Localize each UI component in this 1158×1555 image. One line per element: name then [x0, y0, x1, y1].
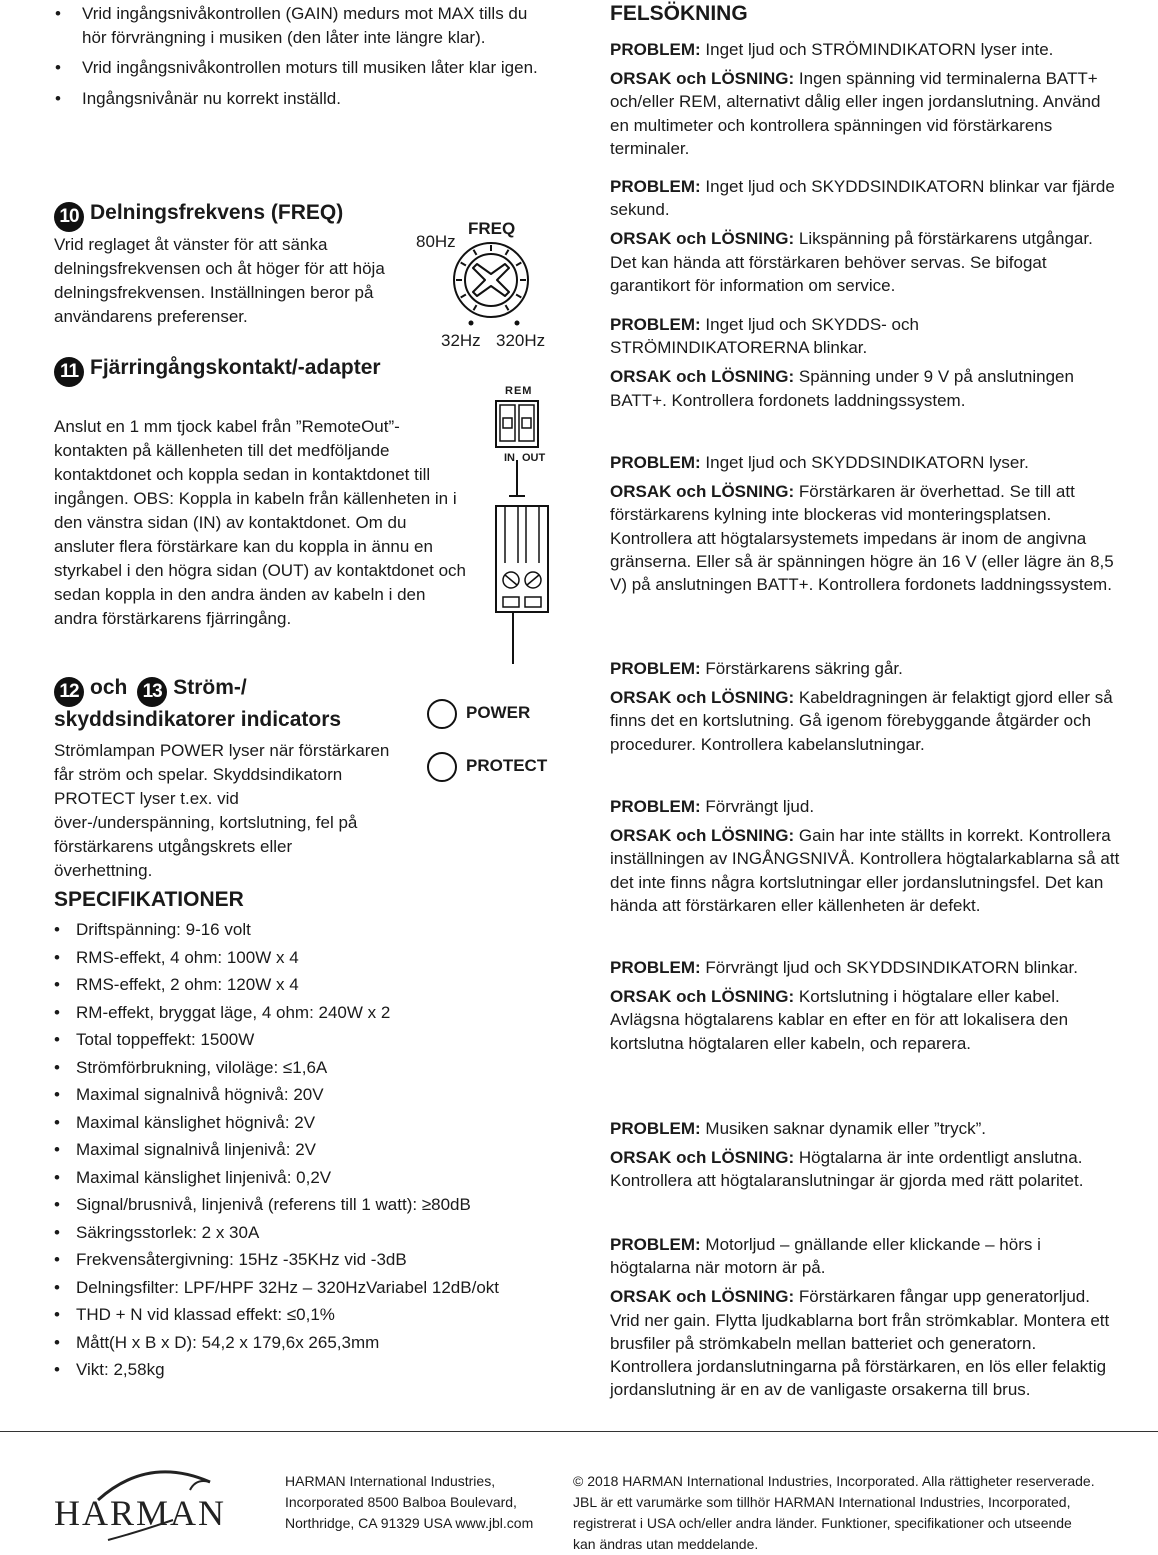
section-12-13-heading: [54, 675, 414, 732]
spec-item: • Maximal känslighet högnivå: 2V: [54, 1109, 574, 1137]
solution-label: ORSAK och LÖSNING:: [610, 1148, 795, 1168]
troubleshooting-item: [610, 38, 1120, 160]
troubleshooting-item: [610, 1233, 1120, 1401]
spec-item: • Signal/brusnivå, linjenivå (referens till 1 watt): ≥80dB: [54, 1191, 574, 1219]
solution-label: ORSAK och LÖSNING:: [610, 229, 795, 249]
troubleshooting-item: [610, 175, 1120, 297]
problem-line: [610, 1117, 1120, 1140]
problem-line: [610, 657, 1120, 680]
footer-divider: [0, 1431, 1158, 1432]
problem-label: PROBLEM:: [610, 797, 701, 816]
problem-text: Inget ljud och STRÖMINDIKATORN lyser inte.: [705, 40, 1054, 59]
harman-logo-text: HARMAN: [54, 1493, 227, 1533]
spec-item: • Delningsfilter: LPF/HPF 32Hz – 320HzVariabel 12dB/okt: [54, 1274, 574, 1302]
section-number-badge: 10: [54, 202, 84, 232]
spec-item: • Maximal känslighet linjenivå: 0,2V: [54, 1164, 574, 1192]
problem-label: PROBLEM:: [610, 315, 701, 334]
problem-line: [610, 795, 1120, 818]
solution-label: ORSAK och LÖSNING:: [610, 1287, 795, 1307]
solution-line: [610, 1146, 1120, 1192]
solution-text: Kabeldragningen är felaktigt gjord eller så finns det en kortslutning. Gå igenom förebyggande åtgärder och procedurer. Kontrollera kabelanslutningar.: [610, 688, 1113, 754]
solution-line: [610, 686, 1120, 756]
solution-label: ORSAK och LÖSNING:: [610, 987, 795, 1007]
section-number-badge: 11: [54, 357, 84, 387]
section-11-title: Fjärringångskontakt/-adapter: [90, 356, 381, 379]
problem-text: Musiken saknar dynamik eller ”tryck”.: [705, 1119, 986, 1138]
footer-address: HARMAN International Industries, Incorporated 8500 Balboa Boulevard, Northridge, CA 91329 USA www.jbl.com: [285, 1473, 534, 1531]
problem-text: Förvrängt ljud.: [705, 797, 815, 816]
spec-item: • Säkringsstorlek: 2 x 30A: [54, 1219, 574, 1247]
section-11-heading: [54, 355, 394, 387]
spec-item: • Driftspänning: 9-16 volt: [54, 916, 574, 944]
problem-label: PROBLEM:: [610, 958, 701, 977]
solution-text: Spänning under 9 V på anslutningen BATT+. Kontrollera fordonets laddningssystem.: [610, 367, 1074, 410]
section-10-body: Vrid reglaget åt vänster för att sänka delningsfrekvensen och åt höger för att höja delningsfrekvensen. Inställningen beror på användarens preferenser.: [54, 235, 385, 326]
problem-label: PROBLEM:: [610, 177, 701, 196]
spec-item: • RMS-effekt, 4 ohm: 100W x 4: [54, 944, 574, 972]
section-12-title-line1: Ström-/: [173, 676, 247, 699]
problem-text: Förstärkarens säkring går.: [705, 659, 903, 678]
freq-knob-icon: [451, 236, 531, 336]
protect-indicator-icon: [427, 752, 457, 782]
spec-item: • Mått(H x B x D): 54,2 x 179,6x 265,3mm: [54, 1329, 574, 1357]
problem-line: [610, 38, 1120, 61]
solution-line: [610, 1285, 1120, 1401]
problem-text: Motorljud – gnällande eller klickande – hörs i högtalarna när motorn är på.: [610, 1235, 1041, 1278]
problem-label: PROBLEM:: [610, 1119, 701, 1138]
troubleshooting-heading: FELSÖKNING: [610, 2, 748, 25]
spec-item: • Frekvensåtergivning: 15Hz -35KHz vid -3dB: [54, 1246, 574, 1274]
section-10-title: Delningsfrekvens (FREQ): [90, 201, 344, 224]
solution-text: Förstärkaren är överhettad. Se till att förstärkarens kylning inte blockeras vid monteringsplatsen. Kontrollera att högtalarsystemets impedans är inom de angivna gränserna. Eller så är spänningen högre än 16 V (eller lägre än 8,5 V) på anslutningen BATT+. Kontrollera fordonets laddningssystem.: [610, 482, 1114, 595]
rem-label: REM: [505, 385, 533, 397]
spec-item: • Strömförbrukning, viloläge: ≤1,6A: [54, 1054, 574, 1082]
intro-bullet: • Ingångsnivånär nu korrekt inställd.: [54, 87, 554, 111]
solution-text: Likspänning på förstärkarens utgångar. Det kan hända att förstärkaren behöver servas. Se bifogat garantikort för information om service.: [610, 229, 1093, 295]
troubleshooting-item: [610, 956, 1120, 1055]
solution-line: [610, 985, 1120, 1055]
freq-high-label: 320Hz: [496, 331, 546, 350]
specs-heading: SPECIFIKATIONER: [54, 888, 244, 911]
section-12-body-text: Strömlampan POWER lyser när förstärkaren får ström och spelar. Skyddsindikatorn PROTECT lyser t.ex. vid över-/underspänning, kortslutning, fel på förstärkarens utgångskrets eller överhettning.: [54, 741, 390, 880]
spec-item: • Maximal signalnivå högnivå: 20V: [54, 1081, 574, 1109]
solution-label: ORSAK och LÖSNING:: [610, 367, 795, 387]
freq-min-label: 80Hz: [416, 232, 456, 251]
solution-label: ORSAK och LÖSNING:: [610, 69, 795, 89]
freq-title-label: FREQ: [468, 219, 516, 238]
problem-label: PROBLEM:: [610, 453, 701, 472]
intro-bullet: • Vrid ingångsnivåkontrollen moturs till musiken låter klar igen.: [54, 56, 554, 80]
problem-text: Inget ljud och SKYDDSINDIKATORN lyser.: [705, 453, 1029, 472]
solution-text: Förstärkaren fångar upp generatorljud. Vrid ner gain. Flytta ljudkablarna bort från strömkablar. Montera ett brusfiler på strömkabeln mellan batteriet och generatorn. Kontrollera jordanslutningarna på förstärkaren, en lös eller felaktig jordanslutning är en av de vanligaste orsakerna till brus.: [610, 1287, 1110, 1400]
problem-line: [610, 175, 1120, 221]
spec-item: • Total toppeffekt: 1500W: [54, 1026, 574, 1054]
spec-item: • Maximal signalnivå linjenivå: 2V: [54, 1136, 574, 1164]
section-11-body: Anslut en 1 mm tjock kabel från ”RemoteOut”-kontakten på källenheten till det medföljande kontaktdonet och koppla sedan in kontaktdonet till ingången. OBS: Koppla in kabeln från källenheten in i den vänstra sidan (IN) av kontaktdonet. Om du ansluter flera förstärkare kan du koppla in ännu en styrkabel i den högra sidan (OUT) av kontaktdonet och sedan koppla in den andra änden av kabeln i den andra förstärkarens fjärringång.: [54, 417, 466, 628]
problem-line: [610, 1233, 1120, 1279]
solution-line: [610, 227, 1120, 297]
solution-line: [610, 365, 1120, 411]
problem-label: PROBLEM:: [610, 659, 701, 678]
solution-line: [610, 67, 1120, 160]
footer-copyright: © 2018 HARMAN International Industries, Incorporated. Alla rättigheter reserverade. JBL är ett varumärke som tillhör HARMAN International Industries, Incorporated, registrerat i USA och/eller andra länder. Funktioner, specifikationer och utseende kan ändras utan meddelande.: [573, 1473, 1095, 1552]
solution-label: ORSAK och LÖSNING:: [610, 826, 795, 846]
problem-text: Inget ljud och SKYDDSINDIKATORN blinkar var fjärde sekund.: [610, 177, 1115, 220]
problem-line: [610, 451, 1120, 474]
rem-plug-icon: [490, 398, 560, 668]
intro-bullet-list: [54, 2, 554, 117]
spec-item: • RMS-effekt, 2 ohm: 120W x 4: [54, 971, 574, 999]
problem-text: Inget ljud och SKYDDS- och STRÖMINDIKATORERNA blinkar.: [610, 315, 919, 358]
section-12-title-line2: skyddsindikatorer indicators: [54, 708, 342, 731]
solution-text: Högtalarna är inte ordentligt anslutna. Kontrollera att högtalaranslutningar är gjorda med rätt polaritet.: [610, 1148, 1084, 1191]
problem-label: PROBLEM:: [610, 1235, 701, 1254]
power-indicator-icon: [427, 699, 457, 729]
solution-text: Gain har inte ställts in korrekt. Kontrollera inställningen av INGÅNGSNIVÅ. Kontrollera högtalarkablarna så att det inte finns några kortslutningar eller jordanslutningsfel. Det kan hända att förstärkaren eller källenheten är defekt.: [610, 826, 1120, 915]
troubleshooting-item: [610, 1117, 1120, 1193]
problem-line: [610, 956, 1120, 979]
spec-item: • RM-effekt, bryggat läge, 4 ohm: 240W x 2: [54, 999, 574, 1027]
spec-item: • THD + N vid klassad effekt: ≤0,1%: [54, 1301, 574, 1329]
problem-line: [610, 313, 1120, 359]
solution-text: Kortslutning i högtalare eller kabel. Avlägsna högtalarens kablar en efter en för att lokalisera den kortslutna högtalaren eller kabeln, och reparera.: [610, 987, 1069, 1053]
intro-bullet: • Vrid ingångsnivåkontrollen (GAIN) medurs mot MAX tills du hör förvrängning i musiken (den låter inte längre klar).: [54, 2, 554, 49]
problem-text: Förvrängt ljud och SKYDDSINDIKATORN blinkar.: [705, 958, 1078, 977]
solution-line: [610, 480, 1120, 596]
troubleshooting-item: [610, 451, 1120, 596]
heading-connector-word: och: [90, 676, 128, 699]
solution-line: [610, 824, 1120, 917]
solution-label: ORSAK och LÖSNING:: [610, 688, 795, 708]
power-indicator-label: POWER: [466, 703, 531, 722]
spec-item: • Vikt: 2,58kg: [54, 1356, 574, 1384]
protect-indicator-label: PROTECT: [466, 756, 548, 775]
freq-low-label: 32Hz: [441, 331, 481, 350]
solution-label: ORSAK och LÖSNING:: [610, 482, 795, 502]
troubleshooting-item: [610, 795, 1120, 917]
section-10-heading: [54, 200, 343, 232]
problem-label: PROBLEM:: [610, 40, 701, 59]
solution-text: Ingen spänning vid terminalerna BATT+ och/eller REM, alternativt dålig eller ingen jordanslutning. Använd en multimeter och kontrollera spänningen vid förstärkarens terminaler.: [610, 69, 1101, 158]
specs-list: [54, 916, 574, 1384]
troubleshooting-item: [610, 657, 1120, 756]
section-number-badge: 12: [54, 677, 84, 707]
section-number-badge: 13: [137, 677, 167, 707]
rem-in-label: IN: [504, 452, 515, 464]
rem-out-label: OUT: [522, 452, 546, 464]
troubleshooting-item: [610, 313, 1120, 412]
